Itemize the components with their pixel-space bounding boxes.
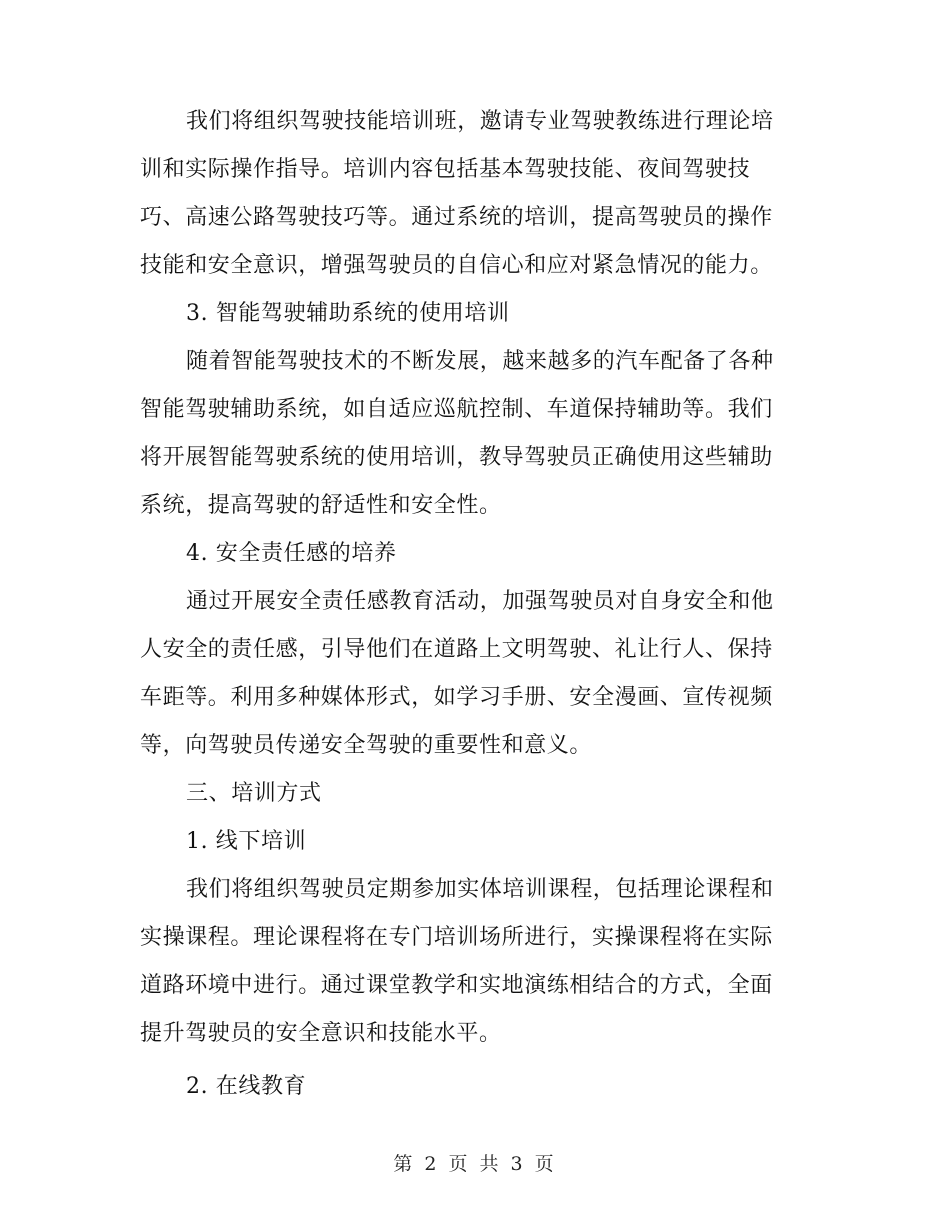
paragraph-line: 车距等。利用多种媒体形式，如学习手册、安全漫画、宣传视频	[140, 685, 773, 710]
heading-offline-training: 1. 线下培训	[186, 829, 307, 854]
document-body	[140, 98, 800, 1111]
paragraph-line: 道路环境中进行。通过课堂教学和实地演练相结合的方式，全面	[140, 973, 773, 998]
paragraph-driving-skills-training	[140, 98, 800, 290]
paragraph-line: 实操课程。理论课程将在专门培训场所进行，实操课程将在实际	[140, 925, 773, 950]
paragraph-line: 系统，提高驾驶的舒适性和安全性。	[140, 493, 502, 518]
paragraph-line: 我们将组织驾驶员定期参加实体培训课程，包括理论课程和	[186, 877, 774, 902]
page-footer-indicator: 第 2 页 共 3 页	[393, 1153, 557, 1175]
heading-online-education: 2. 在线教育	[186, 1074, 307, 1099]
paragraph-line: 通过开展安全责任感教育活动，加强驾驶员对自身安全和他	[186, 589, 774, 614]
heading-smart-assist-training: 3. 智能驾驶辅助系统的使用培训	[186, 301, 510, 326]
paragraph-line: 智能驾驶辅助系统，如自适应巡航控制、车道保持辅助等。我们	[140, 397, 773, 422]
paragraph-line: 随着智能驾驶技术的不断发展，越来越多的汽车配备了各种	[186, 349, 774, 374]
paragraph-line: 训和实际操作指导。培训内容包括基本驾驶技能、夜间驾驶技	[140, 157, 751, 182]
paragraph-line: 将开展智能驾驶系统的使用培训，教导驾驶员正确使用这些辅助	[140, 445, 773, 470]
paragraph-line: 技能和安全意识，增强驾驶员的自信心和应对紧急情况的能力。	[140, 253, 773, 278]
paragraph-line: 提升驾驶员的安全意识和技能水平。	[140, 1021, 502, 1046]
paragraph-smart-assist	[140, 338, 800, 530]
paragraph-line: 人安全的责任感，引导他们在道路上文明驾驶、礼让行人、保持	[140, 637, 773, 662]
paragraph-offline-training	[140, 866, 800, 1058]
paragraph-safety-responsibility	[140, 578, 800, 770]
heading-safety-responsibility: 4. 安全责任感的培养	[186, 541, 397, 566]
paragraph-line: 我们将组织驾驶技能培训班，邀请专业驾驶教练进行理论培	[186, 109, 774, 134]
paragraph-line: 巧、高速公路驾驶技巧等。通过系统的培训，提高驾驶员的操作	[140, 205, 773, 230]
section-heading-training-methods: 三、培训方式	[186, 781, 322, 806]
paragraph-line: 等，向驾驶员传递安全驾驶的重要性和意义。	[140, 733, 593, 758]
